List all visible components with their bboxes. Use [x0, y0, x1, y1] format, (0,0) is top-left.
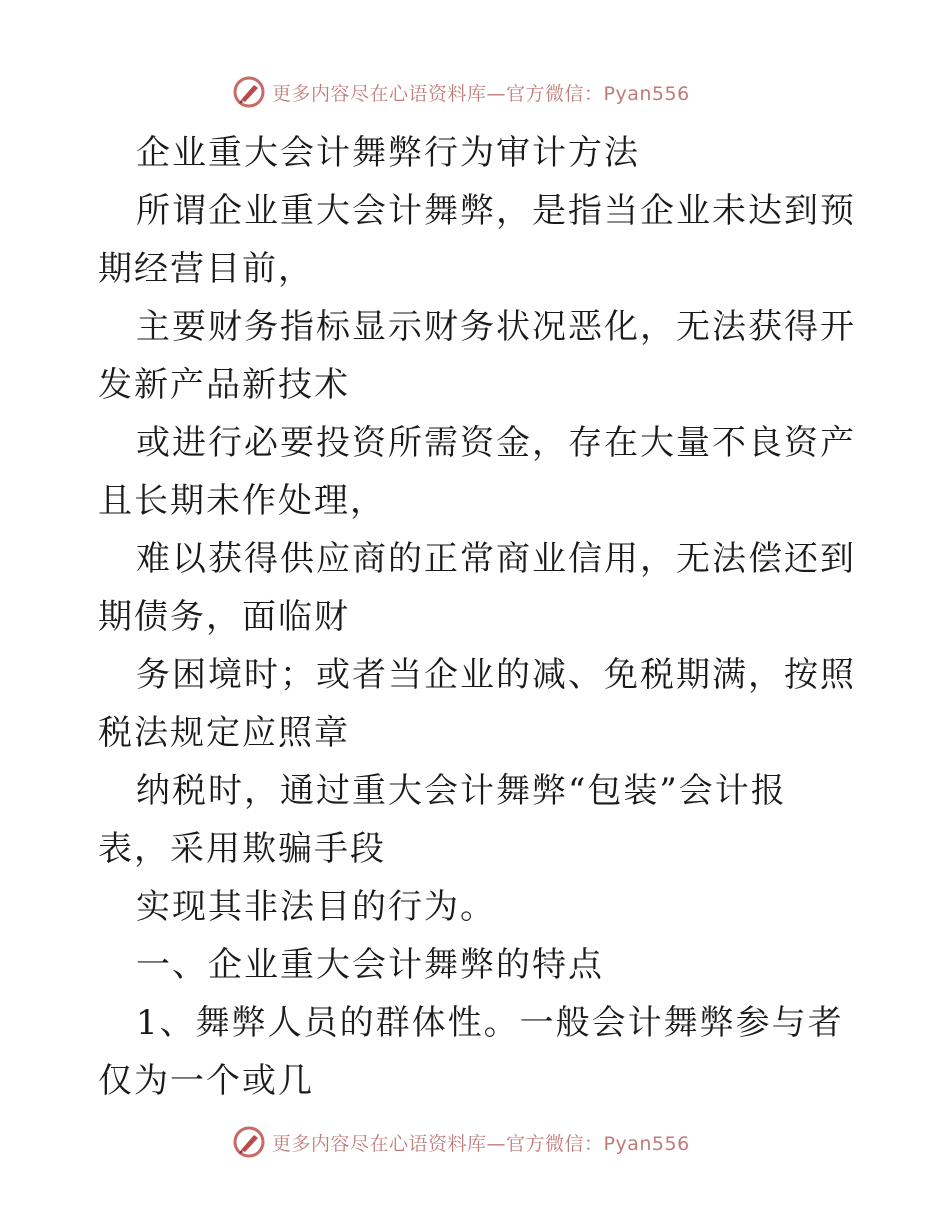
- paragraph: 实现其非法目的行为。: [136, 887, 496, 927]
- footer-watermark: [232, 1122, 690, 1162]
- paragraph: 1、舞弊人员的群体性。一般会计舞弊参与者仅为一个或几: [98, 1003, 844, 1101]
- pen-logo-icon: [232, 1125, 266, 1159]
- watermark-text: 更多内容尽在心语资料库—官方微信：Pyan556: [272, 1132, 690, 1155]
- paragraph: 所谓企业重大会计舞弊，是指当企业未达到预期经营目前，: [98, 191, 856, 289]
- watermark-text: 更多内容尽在心语资料库—官方微信：Pyan556: [272, 82, 690, 105]
- header-watermark: [232, 72, 690, 112]
- paragraph: 主要财务指标显示财务状况恶化，无法获得开发新产品新技术: [98, 307, 856, 405]
- paragraph: 难以获得供应商的正常商业信用，无法偿还到期债务，面临财: [98, 539, 856, 637]
- document-body: [98, 124, 858, 1110]
- paragraph: 纳税时，通过重大会计舞弊“包装”会计报表，采用欺骗手段: [98, 771, 787, 869]
- pen-logo-icon: [232, 75, 266, 109]
- paragraph: 务困境时；或者当企业的减、免税期满，按照税法规定应照章: [98, 655, 856, 753]
- document-title: 企业重大会计舞弊行为审计方法: [136, 133, 640, 173]
- section-heading: 一、企业重大会计舞弊的特点: [136, 945, 604, 985]
- paragraph: 或进行必要投资所需资金，存在大量不良资产且长期未作处理，: [98, 423, 856, 521]
